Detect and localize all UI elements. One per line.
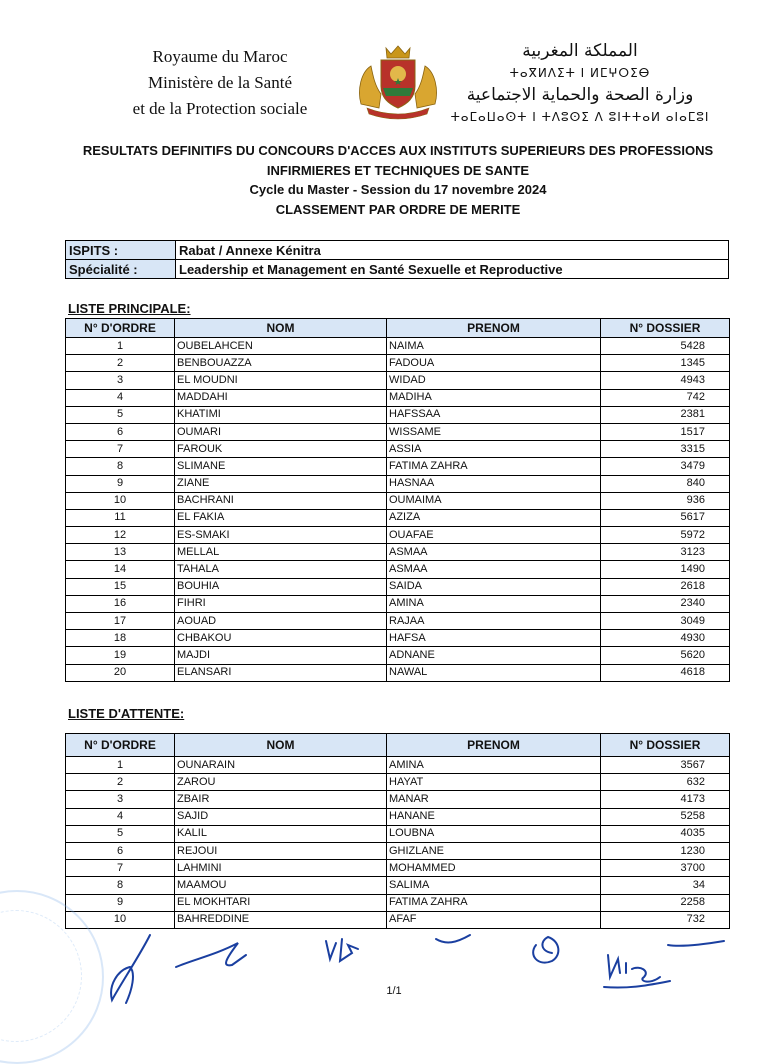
row-dossier: 3049	[601, 613, 730, 630]
table-row	[66, 774, 730, 791]
row-prenom: SAIDA	[387, 578, 601, 595]
row-dossier: 3123	[601, 544, 730, 561]
table-row	[66, 441, 730, 458]
row-prenom: AZIZA	[387, 509, 601, 526]
row-nom: SLIMANE	[175, 458, 387, 475]
row-nom: SAJID	[175, 808, 387, 825]
liste-attente-label: LISTE D'ATTENTE:	[68, 706, 185, 721]
col-dossier-header: N° DOSSIER	[601, 319, 730, 338]
row-dossier: 3315	[601, 441, 730, 458]
row-dossier: 5620	[601, 647, 730, 664]
row-prenom: SALIMA	[387, 877, 601, 894]
row-nom: REJOUI	[175, 842, 387, 859]
row-dossier: 742	[601, 389, 730, 406]
row-prenom: HAYAT	[387, 774, 601, 791]
signatures-icon	[0, 915, 768, 1024]
row-prenom: MOHAMMED	[387, 860, 601, 877]
row-prenom: MANAR	[387, 791, 601, 808]
row-dossier: 3567	[601, 757, 730, 774]
coat-of-arms-icon	[353, 42, 443, 120]
ministry-line-fr: Ministère de la Santé	[148, 73, 292, 92]
table-row	[66, 647, 730, 664]
table-row	[66, 406, 730, 423]
row-nom: ELANSARI	[175, 664, 387, 681]
row-prenom: AMINA	[387, 757, 601, 774]
kingdom-name-ar: المملكة المغربية	[522, 41, 638, 61]
row-ordre: 5	[66, 406, 175, 423]
row-prenom: HASNAA	[387, 475, 601, 492]
row-dossier: 3479	[601, 458, 730, 475]
ispits-label: ISPITS :	[66, 241, 176, 260]
row-nom: BACHRANI	[175, 492, 387, 509]
row-dossier: 4173	[601, 791, 730, 808]
title-line-1: RESULTATS DEFINITIFS DU CONCOURS D'ACCES AUX INSTITUTS SUPERIEURS DES PROFESSIONS	[82, 143, 714, 158]
row-prenom: ASMAA	[387, 561, 601, 578]
table-row	[66, 757, 730, 774]
row-prenom: NAWAL	[387, 664, 601, 681]
row-ordre: 17	[66, 613, 175, 630]
row-prenom: HAFSA	[387, 630, 601, 647]
row-dossier: 1517	[601, 423, 730, 440]
row-dossier: 2258	[601, 894, 730, 911]
row-prenom: LOUBNA	[387, 825, 601, 842]
row-prenom: AMINA	[387, 595, 601, 612]
table-header-row	[66, 734, 730, 757]
row-ordre: 2	[66, 774, 175, 791]
row-prenom: HAFSSAA	[387, 406, 601, 423]
row-dossier: 5617	[601, 509, 730, 526]
liste-attente-table	[65, 733, 730, 929]
row-nom: LAHMINI	[175, 860, 387, 877]
ministry-line2-fr: et de la Protection sociale	[132, 99, 308, 118]
table-row	[66, 664, 730, 681]
col-ordre-header: N° D'ORDRE	[66, 734, 175, 757]
row-nom: MADDAHI	[175, 389, 387, 406]
liste-principale-body	[66, 338, 730, 682]
ministry-name-ar	[445, 40, 715, 128]
row-ordre: 4	[66, 808, 175, 825]
row-nom: OUBELAHCEN	[175, 338, 387, 355]
table-row	[66, 595, 730, 612]
row-nom: KHATIMI	[175, 406, 387, 423]
row-prenom: GHIZLANE	[387, 842, 601, 859]
table-row	[66, 613, 730, 630]
row-dossier: 5428	[601, 338, 730, 355]
table-row	[66, 791, 730, 808]
row-dossier: 2340	[601, 595, 730, 612]
title-line-3: Cycle du Master - Session du 17 novembre 2024	[249, 182, 547, 197]
row-ordre: 11	[66, 509, 175, 526]
row-nom: EL MOKHTARI	[175, 894, 387, 911]
ministry-line-tifinagh: ⵜⴰⵎⴰⵡⴰⵙⵜ ⵏ ⵜⴷⵓⵙⵉ ⴷ ⵓⵏⵜⵜⴰⵍ ⴰⵏⴰⵎⵓⵏ	[450, 110, 710, 124]
row-nom: ES-SMAKI	[175, 527, 387, 544]
row-dossier: 4618	[601, 664, 730, 681]
row-ordre: 1	[66, 338, 175, 355]
ministry-name-fr	[100, 44, 340, 122]
specialite-label: Spécialité :	[66, 260, 176, 279]
row-dossier: 34	[601, 877, 730, 894]
table-row	[66, 544, 730, 561]
table-row	[66, 458, 730, 475]
row-ordre: 10	[66, 911, 175, 928]
ispits-value: Rabat / Annexe Kénitra	[176, 241, 729, 260]
row-nom: FAROUK	[175, 441, 387, 458]
row-ordre: 9	[66, 894, 175, 911]
table-row	[66, 509, 730, 526]
row-dossier: 632	[601, 774, 730, 791]
row-nom: FIHRI	[175, 595, 387, 612]
row-nom: BAHREDDINE	[175, 911, 387, 928]
row-nom: CHBAKOU	[175, 630, 387, 647]
col-prenom-header: PRENOM	[387, 734, 601, 757]
specialite-value: Leadership et Management en Santé Sexuelle et Reproductive	[176, 260, 729, 279]
row-prenom: OUAFAE	[387, 527, 601, 544]
row-ordre: 18	[66, 630, 175, 647]
row-prenom: FATIMA ZAHRA	[387, 894, 601, 911]
row-nom: ZAROU	[175, 774, 387, 791]
row-dossier: 1345	[601, 355, 730, 372]
row-ordre: 8	[66, 458, 175, 475]
row-dossier: 1230	[601, 842, 730, 859]
row-nom: EL FAKIA	[175, 509, 387, 526]
row-ordre: 4	[66, 389, 175, 406]
row-nom: ZBAIR	[175, 791, 387, 808]
document-titles	[40, 141, 756, 219]
row-ordre: 16	[66, 595, 175, 612]
liste-principale-label: LISTE PRINCIPALE:	[68, 301, 191, 316]
row-dossier: 2618	[601, 578, 730, 595]
col-dossier-header: N° DOSSIER	[601, 734, 730, 757]
row-prenom: ASMAA	[387, 544, 601, 561]
row-dossier: 732	[601, 911, 730, 928]
table-row	[66, 808, 730, 825]
row-nom: TAHALA	[175, 561, 387, 578]
table-row	[66, 825, 730, 842]
row-ordre: 7	[66, 441, 175, 458]
row-prenom: WISSAME	[387, 423, 601, 440]
row-nom: BENBOUAZZA	[175, 355, 387, 372]
row-ordre: 19	[66, 647, 175, 664]
row-dossier: 5972	[601, 527, 730, 544]
row-prenom: OUMAIMA	[387, 492, 601, 509]
row-ordre: 13	[66, 544, 175, 561]
table-row	[66, 894, 730, 911]
row-ordre: 3	[66, 372, 175, 389]
table-row	[66, 355, 730, 372]
title-line-2: INFIRMIERES ET TECHNIQUES DE SANTE	[266, 162, 530, 178]
table-row	[66, 492, 730, 509]
row-ordre: 3	[66, 791, 175, 808]
table-row	[66, 842, 730, 859]
liste-attente-body	[66, 757, 730, 929]
row-ordre: 7	[66, 860, 175, 877]
table-row	[66, 630, 730, 647]
table-row	[66, 527, 730, 544]
row-nom: AOUAD	[175, 613, 387, 630]
row-ordre: 10	[66, 492, 175, 509]
row-nom: MELLAL	[175, 544, 387, 561]
row-prenom: NAIMA	[387, 338, 601, 355]
row-prenom: HANANE	[387, 808, 601, 825]
row-prenom: FADOUA	[387, 355, 601, 372]
col-nom-header: NOM	[175, 319, 387, 338]
info-row-ispits	[66, 241, 729, 260]
row-dossier: 5258	[601, 808, 730, 825]
row-prenom: RAJAA	[387, 613, 601, 630]
info-row-specialite	[66, 260, 729, 279]
row-prenom: WIDAD	[387, 372, 601, 389]
row-ordre: 12	[66, 527, 175, 544]
table-row	[66, 578, 730, 595]
row-nom: OUMARI	[175, 423, 387, 440]
row-dossier: 1490	[601, 561, 730, 578]
liste-principale-table	[65, 318, 730, 682]
row-ordre: 6	[66, 423, 175, 440]
row-dossier: 2381	[601, 406, 730, 423]
row-prenom: AFAF	[387, 911, 601, 928]
info-table	[65, 240, 729, 279]
row-ordre: 14	[66, 561, 175, 578]
row-nom: KALIL	[175, 825, 387, 842]
col-ordre-header: N° D'ORDRE	[66, 319, 175, 338]
row-ordre: 20	[66, 664, 175, 681]
table-row	[66, 423, 730, 440]
row-prenom: ADNANE	[387, 647, 601, 664]
row-nom: ZIANE	[175, 475, 387, 492]
row-nom: EL MOUDNI	[175, 372, 387, 389]
row-nom: OUNARAIN	[175, 757, 387, 774]
table-row	[66, 561, 730, 578]
page-number: 1/1	[386, 985, 402, 997]
row-ordre: 5	[66, 825, 175, 842]
col-prenom-header: PRENOM	[387, 319, 601, 338]
row-ordre: 8	[66, 877, 175, 894]
row-dossier: 4930	[601, 630, 730, 647]
row-ordre: 9	[66, 475, 175, 492]
table-row	[66, 860, 730, 877]
table-header-row	[66, 319, 730, 338]
col-nom-header: NOM	[175, 734, 387, 757]
row-prenom: ASSIA	[387, 441, 601, 458]
table-row	[66, 372, 730, 389]
table-row	[66, 475, 730, 492]
table-row	[66, 338, 730, 355]
table-row	[66, 389, 730, 406]
table-row	[66, 877, 730, 894]
title-line-4: CLASSEMENT PAR ORDRE DE MERITE	[275, 201, 521, 217]
row-dossier: 3700	[601, 860, 730, 877]
row-nom: BOUHIA	[175, 578, 387, 595]
row-prenom: MADIHA	[387, 389, 601, 406]
row-dossier: 840	[601, 475, 730, 492]
row-ordre: 2	[66, 355, 175, 372]
row-dossier: 936	[601, 492, 730, 509]
kingdom-name-fr: Royaume du Maroc	[152, 47, 288, 66]
row-dossier: 4035	[601, 825, 730, 842]
row-ordre: 6	[66, 842, 175, 859]
kingdom-name-tifinagh: ⵜⴰⴳⵍⴷⵉⵜ ⵏ ⵍⵎⵖⵔⵉⴱ	[509, 66, 651, 80]
row-ordre: 15	[66, 578, 175, 595]
row-ordre: 1	[66, 757, 175, 774]
row-prenom: FATIMA ZAHRA	[387, 458, 601, 475]
row-nom: MAAMOU	[175, 877, 387, 894]
ministry-line-ar: وزارة الصحة والحماية الاجتماعية	[466, 85, 694, 105]
row-nom: MAJDI	[175, 647, 387, 664]
row-dossier: 4943	[601, 372, 730, 389]
